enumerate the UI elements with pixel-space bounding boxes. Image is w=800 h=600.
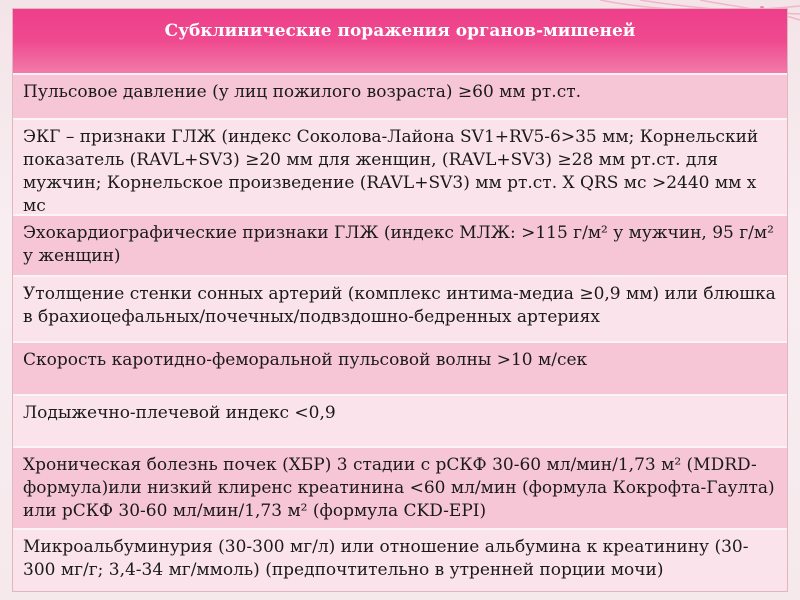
table-header-text: Субклинические поражения органов-мишеней xyxy=(164,21,636,41)
table-row xyxy=(13,530,787,591)
table-header xyxy=(13,9,787,75)
table-cell: Лодыжечно-плечевой индекс <0,9 xyxy=(23,403,336,423)
table-cell: Хроническая болезнь почек (ХБР) 3 стадии с рСКФ 30-60 мл/мин/1,73 м² (MDRD-формула)или низкий клиренс креатинина <60 мл/мин (формула Кокрофта-Гаулта) или рСКФ 30-60 мл/мин/1,73 м² (формула CKD-EPI) xyxy=(23,455,775,521)
table-cell: Утолщение стенки сонных артерий (комплекс интима-медиа ≥0,9 мм) или блюшка в брахиоцефальных/почечных/подвздошно-бедренных артериях xyxy=(23,284,776,327)
target-organ-damage-table xyxy=(12,8,788,592)
table-cell: Пульсовое давление (у лиц пожилого возраста) ≥60 мм рт.ст. xyxy=(23,82,582,102)
table-row xyxy=(13,277,787,343)
table-row xyxy=(13,448,787,530)
table-row xyxy=(13,75,787,120)
table-row xyxy=(13,120,787,216)
table-cell: ЭКГ – признаки ГЛЖ (индекс Соколова-Лайона SV1+RV5-6>35 мм; Корнельский показатель (RAVL+SV3) ≥20 мм для женщин, (RAVL+SV3) ≥28 мм рт.ст. для мужчин; Корнельское произведение (RAVL+SV3) мм рт.ст. Х QRS мс >2440 мм х мс xyxy=(23,127,759,216)
table-cell: Микроальбуминурия (30-300 мг/л) или отношение альбумина к креатинину (30-300 мг/г; 3,4-34 мг/ммоль) (предпочтительно в утренней порции мочи) xyxy=(23,537,749,580)
table-row xyxy=(13,343,787,396)
table-row xyxy=(13,216,787,277)
table-cell: Эхокардиографические признаки ГЛЖ (индекс МЛЖ: >115 г/м² у мужчин, 95 г/м² у женщин) xyxy=(23,223,774,266)
table-row xyxy=(13,396,787,448)
table-cell: Скорость каротидно-феморальной пульсовой волны >10 м/сек xyxy=(23,350,588,370)
